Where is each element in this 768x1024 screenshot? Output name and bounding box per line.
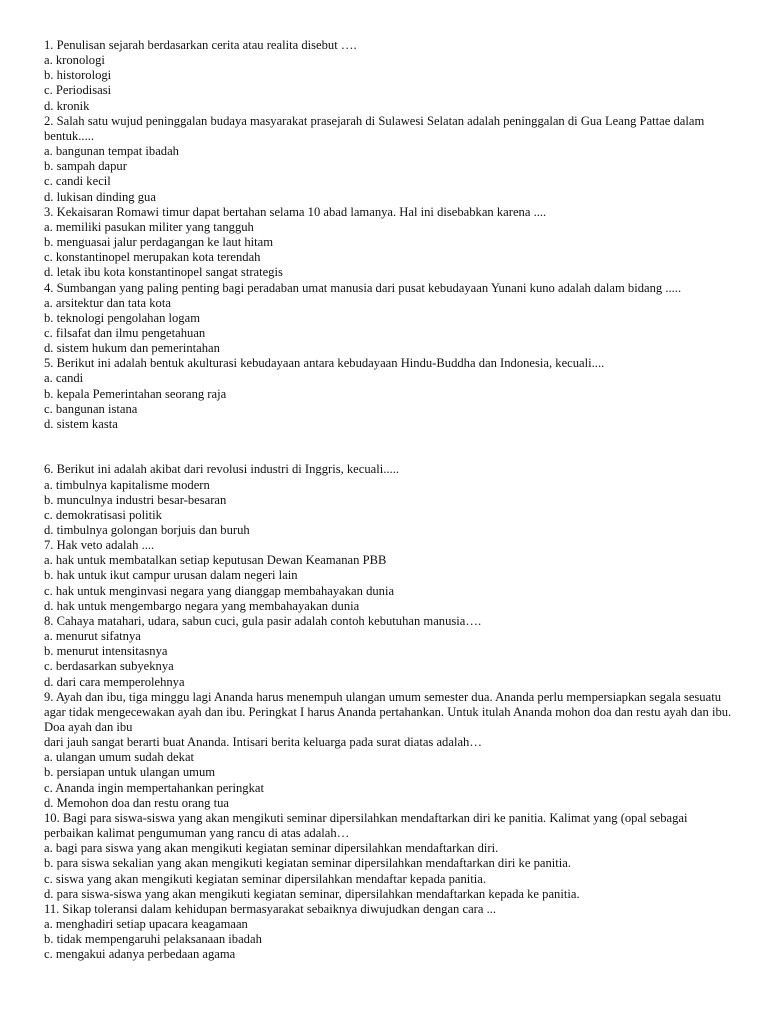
option-3b: b. menguasai jalur perdagangan ke laut hitam	[44, 235, 274, 250]
option-1b: b. historologi	[44, 68, 112, 83]
question-8: 8. Cahaya matahari, udara, sabun cuci, gula pasir adalah contoh kebutuhan manusia….	[44, 613, 482, 628]
option-1c: c. Periodisasi	[44, 83, 112, 98]
question-9: 9. Ayah dan ibu, tiga minggu lagi Ananda harus menempuh ulangan umum semester dua. Ananda perlu mempersiapkan segala sesuatu agar tidak mengecewakan ayah dan ibu. Peringkat I harus Ananda pertahankan. Untuk itulah Ananda mohon doa dan restu ayah dan ibu. Doa ayah dan ibu	[44, 689, 732, 735]
option-3c: c. konstantinopel merupakan kota terendah	[44, 250, 261, 265]
option-7d: d. hak untuk mengembargo negara yang membahayakan dunia	[44, 598, 360, 613]
option-11c: c. mengakui adanya perbedaan agama	[44, 947, 236, 962]
option-6c: c. demokratisasi politik	[44, 507, 162, 522]
option-10a: a. bagi para siswa yang akan mengikuti kegiatan seminar dipersilahkan mendaftarkan diri.	[44, 841, 499, 856]
option-8d: d. dari cara memperolehnya	[44, 674, 185, 689]
option-11b: b. tidak mempengaruhi pelaksanaan ibadah	[44, 932, 262, 947]
option-2d: d. lukisan dinding gua	[44, 189, 156, 204]
option-7a: a. hak untuk membatalkan setiap keputusan Dewan Keamanan PBB	[44, 553, 387, 568]
question-9-continued: dari jauh sangat berarti buat Ananda. Intisari berita keluarga pada surat diatas adalah…	[44, 735, 482, 750]
option-10d: d. para siswa-siswa yang akan mengikuti kegiatan seminar, dipersilahkan mendaftarkan kepada ke panitia.	[44, 886, 580, 901]
question-1: 1. Penulisan sejarah berdasarkan cerita atau realita disebut ….	[44, 38, 357, 52]
question-2: 2. Salah satu wujud peninggalan budaya masyarakat prasejarah di Sulawesi Selatan adalah peninggalan di Gua Leang Pattae dalam bentuk.....	[44, 113, 705, 143]
option-6b: b. munculnya industri besar-besaran	[44, 492, 227, 507]
question-3: 3. Kekaisaran Romawi timur dapat bertahan selama 10 abad lamanya. Hal ini disebabkan karena ....	[44, 204, 547, 219]
question-4: 4. Sumbangan yang paling penting bagi peradaban umat manusia dari pusat kebudayaan Yunani kuno adalah dalam bidang .....	[44, 280, 682, 295]
option-6d: d. timbulnya golongan borjuis dan buruh	[44, 522, 250, 537]
option-7b: b. hak untuk ikut campur urusan dalam negeri lain	[44, 568, 298, 583]
option-5c: c. bangunan istana	[44, 401, 138, 416]
option-8a: a. menurut sifatnya	[44, 629, 141, 644]
option-1d: d. kronik	[44, 98, 90, 113]
option-2c: c. candi kecil	[44, 174, 111, 189]
option-9c: c. Ananda ingin mempertahankan peringkat	[44, 780, 264, 795]
question-6: 6. Berikut ini adalah akibat dari revolusi industri di Inggris, kecuali.....	[44, 462, 399, 477]
option-8b: b. menurut intensitasnya	[44, 644, 168, 659]
option-5d: d. sistem kasta	[44, 416, 118, 431]
option-2a: a. bangunan tempat ibadah	[44, 144, 179, 159]
option-5a: a. candi	[44, 371, 84, 386]
option-8c: c. berdasarkan subyeknya	[44, 659, 174, 674]
option-4d: d. sistem hukum dan pemerintahan	[44, 341, 220, 356]
blank-gap	[44, 432, 734, 462]
option-7c: c. hak untuk menginvasi negara yang dianggap membahayakan dunia	[44, 583, 395, 598]
option-9b: b. persiapan untuk ulangan umum	[44, 765, 216, 780]
option-4c: c. filsafat dan ilmu pengetahuan	[44, 325, 206, 340]
option-3d: d. letak ibu kota konstantinopel sangat strategis	[44, 265, 283, 280]
option-9a: a. ulangan umum sudah dekat	[44, 750, 195, 765]
option-10c: c. siswa yang akan mengikuti kegiatan seminar dipersilahkan mendaftar kepada panitia.	[44, 871, 487, 886]
option-5b: b. kepala Pemerintahan seorang raja	[44, 386, 227, 401]
option-11a: a. menghadiri setiap upacara keagamaan	[44, 917, 248, 932]
option-6a: a. timbulnya kapitalisme modern	[44, 477, 210, 492]
question-11: 11. Sikap toleransi dalam kehidupan bermasyarakat sebaiknya diwujudkan dengan cara ...	[44, 901, 497, 916]
option-4b: b. teknologi pengolahan logam	[44, 310, 200, 325]
option-1a: a. kronologi	[44, 53, 105, 68]
question-5: 5. Berikut ini adalah bentuk akulturasi kebudayaan antara kebudayaan Hindu-Buddha dan Indonesia, kecuali....	[44, 356, 605, 371]
question-10: 10. Bagi para siswa-siswa yang akan mengikuti seminar dipersilahkan mendaftarkan diri ke panitia. Kalimat yang (opal sebagai perbaikan kalimat pengumuman yang rancu di atas adalah…	[44, 810, 688, 841]
question-7: 7. Hak veto adalah ....	[44, 538, 155, 553]
option-2b: b. sampah dapur	[44, 159, 127, 174]
option-9d: d. Memohon doa dan restu orang tua	[44, 795, 230, 810]
option-10b: b. para siswa sekalian yang akan mengikuti kegiatan seminar dipersilahkan mendaftarkan diri ke panitia.	[44, 856, 572, 871]
option-4a: a. arsitektur dan tata kota	[44, 295, 171, 310]
option-3a: a. memiliki pasukan militer yang tangguh	[44, 219, 254, 234]
document-page	[44, 38, 734, 963]
